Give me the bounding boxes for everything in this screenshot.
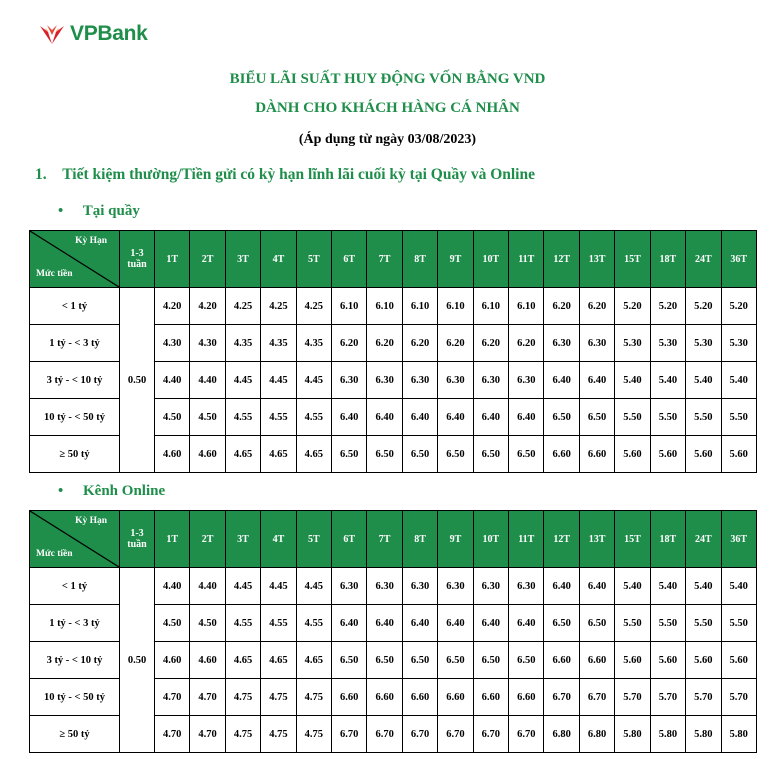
rate-cell: 4.25: [261, 288, 296, 325]
amount-tier-label: 1 tỷ - < 3 tỷ: [30, 605, 120, 642]
rate-cell: 5.60: [615, 642, 650, 679]
rate-cell: 5.20: [650, 288, 685, 325]
term-header: 15T: [615, 511, 650, 568]
rate-cell: 5.50: [686, 605, 721, 642]
rate-cell: 5.40: [650, 568, 685, 605]
term-header: 1T: [155, 511, 190, 568]
rate-cell: 5.80: [721, 716, 756, 753]
term-header: 11T: [509, 231, 544, 288]
header-row: [30, 231, 757, 288]
rate-cell: 4.35: [261, 325, 296, 362]
rate-cell: 4.55: [296, 399, 331, 436]
rate-cell: 6.20: [402, 325, 437, 362]
weeks-header-line: tuần: [127, 259, 147, 270]
amount-tier-label: ≥ 50 tỷ: [30, 716, 120, 753]
rate-cell: 6.50: [544, 399, 579, 436]
amount-tier-label: ≥ 50 tỷ: [30, 436, 120, 473]
rate-cell: 6.50: [402, 642, 437, 679]
term-header: 11T: [509, 511, 544, 568]
rate-cell: 6.30: [438, 568, 473, 605]
term-header: 4T: [261, 511, 296, 568]
term-header: 2T: [190, 231, 225, 288]
rate-cell: 6.50: [509, 642, 544, 679]
rate-cell: 6.50: [402, 436, 437, 473]
rate-cell: 4.65: [296, 436, 331, 473]
rate-cell: 6.20: [473, 325, 508, 362]
rate-cell: 6.50: [473, 642, 508, 679]
rate-cell: 6.50: [332, 436, 367, 473]
term-header: 10T: [473, 511, 508, 568]
rate-cell: 5.80: [650, 716, 685, 753]
rate-cell: 6.10: [438, 288, 473, 325]
rate-cell: 6.30: [579, 325, 614, 362]
rate-cell: 6.60: [509, 679, 544, 716]
term-header: 24T: [686, 231, 721, 288]
term-header: 3T: [225, 511, 260, 568]
rate-cell: 4.75: [296, 679, 331, 716]
rate-cell: 4.60: [155, 642, 190, 679]
rate-cell: 6.20: [438, 325, 473, 362]
term-header-label: Kỳ Hạn: [75, 236, 107, 246]
rate-cell: 4.35: [296, 325, 331, 362]
rate-cell: 5.60: [721, 436, 756, 473]
vpbank-logo: [38, 17, 148, 51]
rate-cell: 4.70: [190, 679, 225, 716]
rate-cell: 5.20: [615, 288, 650, 325]
weeks-header-line: 1-3: [130, 248, 144, 259]
amount-tier-label: 10 tỷ - < 50 tỷ: [30, 399, 120, 436]
rate-cell: 6.40: [438, 399, 473, 436]
header-row: [30, 511, 757, 568]
section-heading: [35, 166, 535, 184]
term-header: 9T: [438, 231, 473, 288]
weeks-rate-cell: 0.50: [120, 568, 155, 753]
rate-cell: 5.50: [721, 605, 756, 642]
rate-cell: 4.45: [261, 568, 296, 605]
rate-cell: 6.30: [473, 568, 508, 605]
rate-cell: 4.20: [155, 288, 190, 325]
rate-cell: 6.70: [332, 716, 367, 753]
rate-cell: 6.40: [402, 605, 437, 642]
rate-cell: 6.50: [438, 436, 473, 473]
term-header: 12T: [544, 511, 579, 568]
rate-cell: 6.30: [402, 568, 437, 605]
amount-tier-label: 1 tỷ - < 3 tỷ: [30, 325, 120, 362]
term-header: 13T: [579, 231, 614, 288]
rate-cell: 4.45: [296, 362, 331, 399]
rate-cell: 5.70: [721, 679, 756, 716]
rate-cell: 4.70: [155, 679, 190, 716]
rate-cell: 6.60: [438, 679, 473, 716]
rate-cell: 6.10: [332, 288, 367, 325]
rate-cell: 4.75: [261, 716, 296, 753]
rate-cell: 6.60: [579, 642, 614, 679]
rate-cell: 6.60: [332, 679, 367, 716]
subsection-title: Kênh Online: [83, 483, 166, 499]
weeks-header: [120, 511, 155, 568]
rate-cell: 5.40: [615, 568, 650, 605]
rate-cell: 6.30: [438, 362, 473, 399]
term-header: 8T: [402, 511, 437, 568]
rate-table-online: [29, 510, 757, 753]
term-header: 6T: [332, 511, 367, 568]
rate-cell: 5.80: [615, 716, 650, 753]
rate-cell: 6.20: [509, 325, 544, 362]
rate-cell: 6.70: [367, 716, 402, 753]
rate-cell: 4.65: [225, 436, 260, 473]
rate-cell: 6.50: [438, 642, 473, 679]
rate-cell: 6.40: [473, 399, 508, 436]
term-header: 7T: [367, 231, 402, 288]
subsection-online: [58, 483, 165, 500]
term-header: 10T: [473, 231, 508, 288]
rate-cell: 4.60: [190, 642, 225, 679]
rate-cell: 5.70: [650, 679, 685, 716]
rate-cell: 4.50: [190, 399, 225, 436]
rate-cell: 5.50: [721, 399, 756, 436]
term-header: 6T: [332, 231, 367, 288]
rate-cell: 6.20: [367, 325, 402, 362]
rate-cell: 6.60: [367, 679, 402, 716]
amount-tier-label: 3 tỷ - < 10 tỷ: [30, 362, 120, 399]
rate-cell: 4.30: [155, 325, 190, 362]
rate-cell: 4.55: [261, 399, 296, 436]
rate-cell: 4.45: [225, 362, 260, 399]
term-header: 8T: [402, 231, 437, 288]
term-header: 12T: [544, 231, 579, 288]
rate-cell: 6.40: [367, 399, 402, 436]
weeks-header: [120, 231, 155, 288]
amount-header-label: Mức tiền: [36, 549, 73, 559]
rate-cell: 6.30: [509, 362, 544, 399]
bullet-icon: •: [58, 483, 64, 499]
rate-cell: 6.10: [402, 288, 437, 325]
term-header: 1T: [155, 231, 190, 288]
rate-cell: 5.50: [615, 399, 650, 436]
term-header: 5T: [296, 231, 331, 288]
rate-cell: 5.60: [650, 642, 685, 679]
table-row: [30, 568, 757, 605]
rate-cell: 6.10: [367, 288, 402, 325]
term-header: 15T: [615, 231, 650, 288]
document-subtitle: DÀNH CHO KHÁCH HÀNG CÁ NHÂN: [255, 100, 520, 116]
rate-cell: 6.40: [438, 605, 473, 642]
subsection-counter: [58, 203, 140, 220]
rate-cell: 5.40: [686, 362, 721, 399]
rate-cell: 6.60: [544, 436, 579, 473]
rate-cell: 6.60: [473, 679, 508, 716]
term-header: 2T: [190, 511, 225, 568]
rate-cell: 6.20: [579, 288, 614, 325]
rate-cell: 6.40: [509, 399, 544, 436]
rate-cell: 5.20: [686, 288, 721, 325]
rate-cell: 6.50: [544, 605, 579, 642]
rate-cell: 6.30: [367, 568, 402, 605]
rate-cell: 6.60: [402, 679, 437, 716]
rate-cell: 4.45: [261, 362, 296, 399]
rate-cell: 6.30: [473, 362, 508, 399]
rate-cell: 5.60: [615, 436, 650, 473]
rate-cell: 6.50: [579, 605, 614, 642]
table-row: [30, 288, 757, 325]
rate-cell: 4.75: [225, 679, 260, 716]
rate-cell: 4.40: [155, 568, 190, 605]
term-header: 7T: [367, 511, 402, 568]
rate-cell: 4.70: [155, 716, 190, 753]
effective-date: (Áp dụng từ ngày 03/08/2023): [298, 132, 477, 147]
rate-cell: 6.40: [402, 399, 437, 436]
rate-cell: 5.70: [615, 679, 650, 716]
rate-cell: 6.40: [544, 362, 579, 399]
corner-header: [30, 511, 120, 568]
rate-cell: 6.50: [367, 642, 402, 679]
rate-cell: 4.55: [296, 605, 331, 642]
rate-cell: 6.10: [509, 288, 544, 325]
rate-cell: 5.60: [686, 436, 721, 473]
term-header: 13T: [579, 511, 614, 568]
rate-cell: 5.30: [650, 325, 685, 362]
term-header: 36T: [721, 511, 756, 568]
rate-cell: 6.50: [367, 436, 402, 473]
rate-cell: 5.60: [721, 642, 756, 679]
brand-name: VPBank: [70, 22, 148, 45]
document-title: BIỂU LÃI SUẤT HUY ĐỘNG VỐN BẰNG VND: [229, 71, 546, 87]
rate-cell: 6.30: [544, 325, 579, 362]
term-header: 18T: [650, 231, 685, 288]
rate-cell: 6.30: [402, 362, 437, 399]
rate-cell: 6.70: [579, 679, 614, 716]
rate-cell: 5.30: [721, 325, 756, 362]
rate-cell: 5.40: [650, 362, 685, 399]
rate-cell: 6.40: [332, 605, 367, 642]
rate-cell: 4.45: [225, 568, 260, 605]
rate-cell: 5.40: [721, 568, 756, 605]
rate-cell: 6.60: [579, 436, 614, 473]
term-header: 18T: [650, 511, 685, 568]
rate-cell: 4.40: [155, 362, 190, 399]
amount-tier-label: 10 tỷ - < 50 tỷ: [30, 679, 120, 716]
rate-cell: 5.30: [686, 325, 721, 362]
rate-cell: 4.55: [261, 605, 296, 642]
rate-cell: 4.50: [155, 605, 190, 642]
rate-cell: 4.50: [190, 605, 225, 642]
rate-cell: 6.70: [438, 716, 473, 753]
rate-cell: 6.50: [473, 436, 508, 473]
rate-cell: 4.55: [225, 605, 260, 642]
rate-cell: 6.60: [544, 642, 579, 679]
rate-cell: 6.20: [544, 288, 579, 325]
rate-cell: 6.70: [544, 679, 579, 716]
term-header: 5T: [296, 511, 331, 568]
rate-cell: 6.70: [473, 716, 508, 753]
weeks-rate-cell: 0.50: [120, 288, 155, 473]
term-header: 36T: [721, 231, 756, 288]
rate-cell: 6.40: [367, 605, 402, 642]
rate-cell: 5.40: [686, 568, 721, 605]
rate-cell: 5.40: [615, 362, 650, 399]
section-number: 1.: [35, 166, 47, 183]
term-header: 24T: [686, 511, 721, 568]
rate-cell: 6.30: [367, 362, 402, 399]
rate-cell: 6.30: [332, 568, 367, 605]
rate-cell: 5.30: [615, 325, 650, 362]
rate-cell: 6.10: [473, 288, 508, 325]
rate-cell: 4.65: [296, 642, 331, 679]
rate-cell: 4.75: [296, 716, 331, 753]
rate-cell: 6.50: [579, 399, 614, 436]
term-header: 3T: [225, 231, 260, 288]
subsection-title: Tại quầy: [82, 203, 140, 219]
term-header: 4T: [261, 231, 296, 288]
rate-cell: 4.45: [296, 568, 331, 605]
rate-cell: 6.40: [579, 568, 614, 605]
rate-cell: 6.40: [473, 605, 508, 642]
rate-cell: 6.70: [509, 716, 544, 753]
rate-table-counter: [29, 230, 757, 473]
rate-cell: 5.20: [721, 288, 756, 325]
rate-cell: 4.30: [190, 325, 225, 362]
weeks-header-line: 1-3: [130, 528, 144, 539]
bullet-icon: •: [58, 203, 64, 219]
rate-cell: 5.60: [650, 436, 685, 473]
rate-cell: 5.60: [686, 642, 721, 679]
amount-tier-label: < 1 tỷ: [30, 568, 120, 605]
rate-cell: 6.50: [509, 436, 544, 473]
rate-cell: 6.50: [332, 642, 367, 679]
rate-cell: 4.25: [296, 288, 331, 325]
amount-header-label: Mức tiền: [36, 269, 73, 279]
rate-cell: 6.30: [332, 362, 367, 399]
rate-cell: 6.20: [332, 325, 367, 362]
rate-cell: 4.25: [225, 288, 260, 325]
rate-cell: 4.35: [225, 325, 260, 362]
rate-cell: 5.40: [721, 362, 756, 399]
rate-cell: 5.80: [686, 716, 721, 753]
amount-tier-label: < 1 tỷ: [30, 288, 120, 325]
rate-cell: 4.40: [190, 568, 225, 605]
term-header-label: Kỳ Hạn: [75, 516, 107, 526]
rate-cell: 6.40: [544, 568, 579, 605]
term-header: 9T: [438, 511, 473, 568]
rate-cell: 4.20: [190, 288, 225, 325]
rate-cell: 4.40: [190, 362, 225, 399]
rate-cell: 4.70: [190, 716, 225, 753]
rate-cell: 4.65: [261, 436, 296, 473]
amount-tier-label: 3 tỷ - < 10 tỷ: [30, 642, 120, 679]
rate-cell: 6.70: [402, 716, 437, 753]
rate-cell: 4.50: [155, 399, 190, 436]
rate-cell: 5.50: [650, 605, 685, 642]
rate-cell: 4.75: [225, 716, 260, 753]
rate-cell: 6.40: [332, 399, 367, 436]
vpbank-wing-icon: [38, 22, 66, 46]
rate-cell: 6.80: [579, 716, 614, 753]
section-title: Tiết kiệm thường/Tiền gửi có kỳ hạn lĩnh lãi cuối kỳ tại Quầy và Online: [62, 166, 535, 183]
rate-cell: 6.80: [544, 716, 579, 753]
rate-cell: 5.70: [686, 679, 721, 716]
weeks-header-line: tuần: [127, 539, 147, 550]
rate-cell: 6.40: [579, 362, 614, 399]
rate-cell: 4.75: [261, 679, 296, 716]
rate-cell: 5.50: [686, 399, 721, 436]
rate-cell: 4.65: [261, 642, 296, 679]
rate-cell: 4.60: [155, 436, 190, 473]
rate-cell: 6.30: [509, 568, 544, 605]
rate-cell: 5.50: [650, 399, 685, 436]
corner-header: [30, 231, 120, 288]
rate-cell: 6.40: [509, 605, 544, 642]
rate-cell: 5.50: [615, 605, 650, 642]
rate-cell: 4.65: [225, 642, 260, 679]
rate-cell: 4.55: [225, 399, 260, 436]
rate-cell: 4.60: [190, 436, 225, 473]
